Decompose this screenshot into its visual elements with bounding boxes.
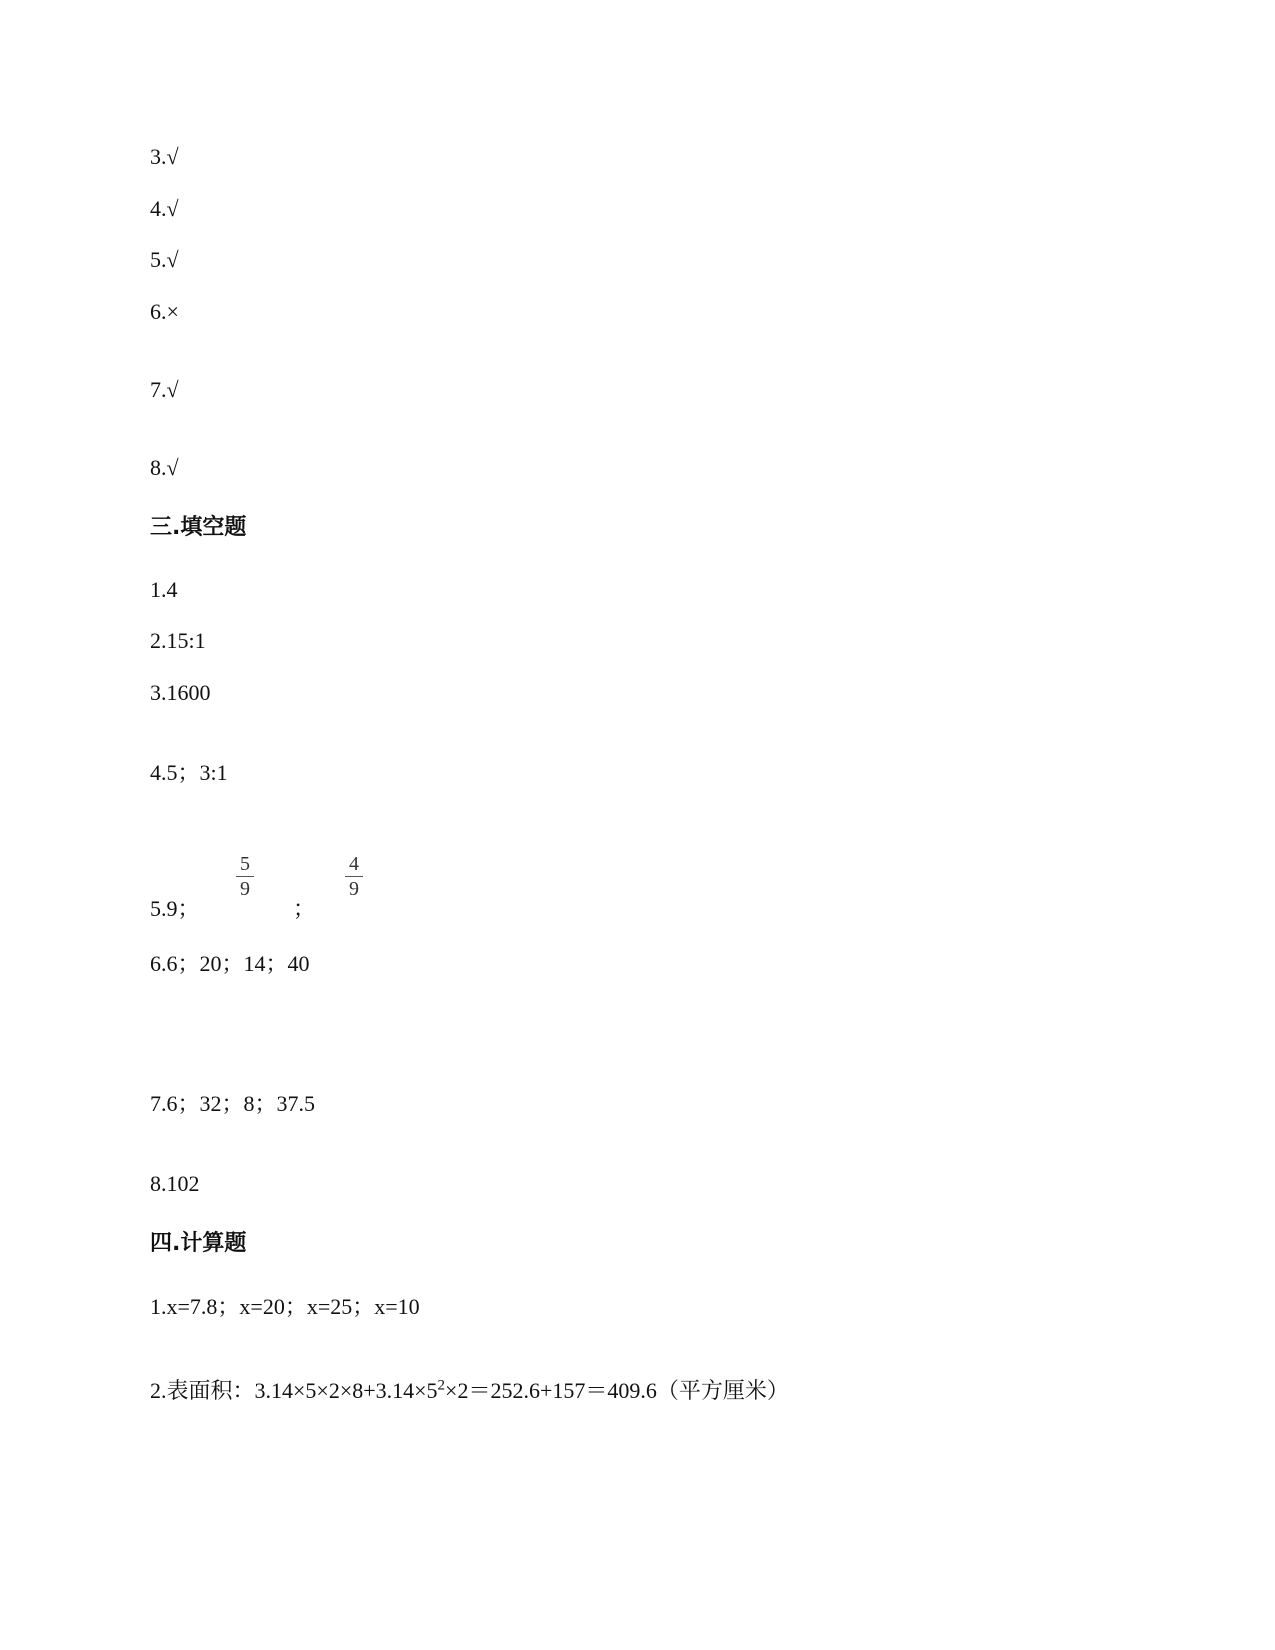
exponent: 2 xyxy=(437,1377,446,1394)
fill-answer-7: 7.6；32；8；37.5 xyxy=(150,1091,316,1116)
judgment-answer-4: 4.√ xyxy=(150,196,179,221)
section-heading-calculation: 四.计算题 xyxy=(150,1231,247,1256)
judgment-answer-3: 3.√ xyxy=(150,144,179,169)
fraction-2-denominator: 9 xyxy=(349,878,359,900)
fill-answer-5-separator: ； xyxy=(293,896,316,921)
fraction-2-bar xyxy=(345,876,363,877)
fill-answer-8: 8.102 xyxy=(150,1171,200,1196)
fraction-2-numerator: 4 xyxy=(349,853,359,875)
fill-answer-6: 6.6；20；14；40 xyxy=(150,951,310,976)
judgment-answer-6: 6.× xyxy=(150,299,179,324)
calc-answer-1: 1.x=7.8；x=20；x=25；x=10 xyxy=(150,1294,420,1319)
fraction-1-numerator: 5 xyxy=(240,853,250,875)
calc-answer-2 xyxy=(150,1378,789,1404)
fill-answer-2: 2.15:1 xyxy=(150,628,206,653)
fraction-five-ninths xyxy=(236,854,254,899)
calc-answer-2-rest: ×2＝252.6+157＝409.6（平方厘米） xyxy=(445,1378,789,1403)
fill-answer-5-prefix: 5.9； xyxy=(150,896,200,921)
fraction-four-ninths xyxy=(345,854,363,899)
calc-answer-2-main: 2.表面积：3.14×5×2×8+3.14×5 xyxy=(150,1378,438,1403)
section-heading-fill-blank: 三.填空题 xyxy=(150,515,247,540)
fraction-1-bar xyxy=(236,876,254,877)
judgment-answer-8: 8.√ xyxy=(150,455,179,480)
judgment-answer-5: 5.√ xyxy=(150,247,179,272)
fill-answer-3: 3.1600 xyxy=(150,680,211,705)
fill-answer-4: 4.5；3:1 xyxy=(150,760,228,785)
fraction-1-denominator: 9 xyxy=(240,878,250,900)
judgment-answer-7: 7.√ xyxy=(150,377,179,402)
fill-answer-1: 1.4 xyxy=(150,577,178,602)
